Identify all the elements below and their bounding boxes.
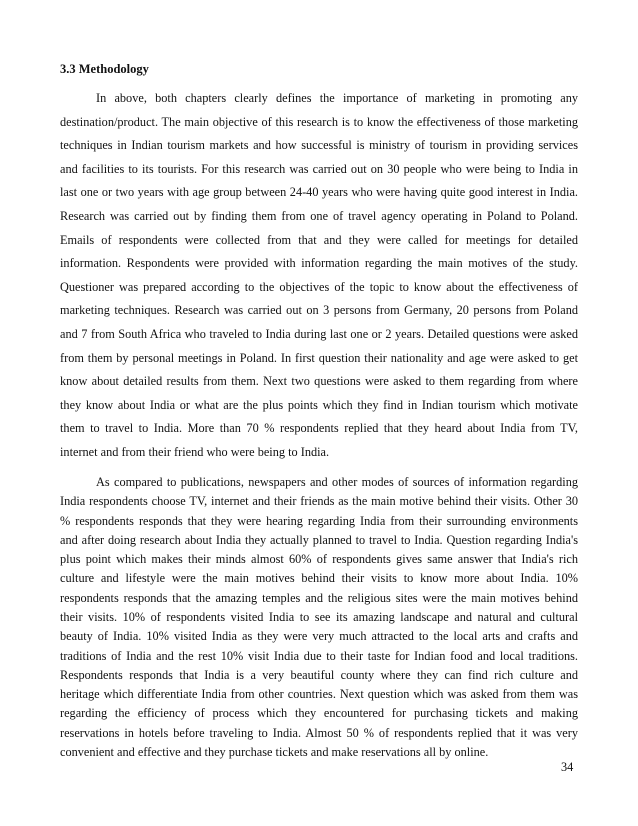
paragraph-line: beauty of India. 10% visited India as they were very much attracted to the local arts and crafts and bbox=[60, 629, 578, 644]
paragraph-line: traditions of India and the rest 10% visit India due to their taste for Indian food and local traditions. bbox=[60, 648, 578, 663]
paragraph-line: and after doing research about India they actually planned to travel to India. Question regarding India's bbox=[60, 532, 578, 547]
paragraph-line: and 7 from South Africa who traveled to India during last one or 2 years. Detailed questions were asked bbox=[60, 327, 578, 341]
paragraph-line: destination/product. The main objective of this research is to know the effectiveness of those marketing bbox=[60, 114, 578, 129]
paragraph-line: techniques in Indian tourism markets and how successful is ministry of tourism in providing services bbox=[60, 138, 578, 153]
section-heading: 3.3 Methodology bbox=[60, 62, 149, 76]
page-number: 34 bbox=[561, 760, 574, 774]
paragraph-line: Research was carried out by finding them from one of travel agency operating in Poland to Poland. bbox=[60, 209, 578, 223]
paragraph-line: As compared to publications, newspapers and other modes of sources of information regarding bbox=[96, 475, 578, 489]
paragraph-line: marketing techniques. Research was carried out on 3 persons from Germany, 20 persons from Poland bbox=[60, 303, 578, 318]
paragraph-line: reservations in hotels before traveling to India. Almost 50 % of respondents replied that it was very bbox=[60, 725, 578, 740]
paragraph-line: Questioner was prepared according to the objectives of the topic to know about the effectiveness of bbox=[60, 279, 578, 294]
paragraph-line: India respondents choose TV, internet and their friends as the main motive behind their visits. Other 30 bbox=[60, 494, 578, 509]
paragraph-line: they know about India or what are the plus points which they find in Indian tourism which motivate bbox=[60, 397, 578, 412]
paragraph-line: last one or two years with age group between 24-40 years who were having quite good interest in India. bbox=[60, 185, 578, 200]
paragraph-line: know about detailed results from them. Next two questions were asked to them regarding from where bbox=[60, 374, 578, 389]
paragraph-line: culture and lifestyle were the main motives behind their visits to know more about India. 10% bbox=[60, 571, 578, 586]
paragraph-line: and facilities to its tourists. For this research was carried out on 30 people who were being to India in bbox=[60, 161, 578, 176]
paragraph-line: % respondents responds that they were hearing regarding India from their surrounding environments bbox=[60, 513, 578, 528]
paragraph-line: plus point which makes their minds almost 60% of respondents gives same answer that India's rich bbox=[60, 552, 578, 567]
paragraph-line: Emails of respondents were collected from that and they were called for meetings for detailed bbox=[60, 232, 578, 247]
paragraph-line: them to travel to India. More than 70 % respondents replied that they heard about India from TV, bbox=[60, 421, 578, 436]
paragraph-line: Respondents responds that India is a very beautiful county where they can find rich culture and bbox=[60, 667, 578, 682]
paragraph-line: respondents responds that the amazing temples and the religious sites were the main motives behind bbox=[60, 590, 578, 605]
paragraph-line: heritage which differentiate India from other countries. Next question which was asked from them was bbox=[60, 687, 578, 702]
paragraph-line: from them by personal meetings in Poland. In first question their nationality and age were asked to get bbox=[60, 350, 578, 365]
paragraph-line: their visits. 10% of respondents visited India to see its amazing landscape and natural and cultural bbox=[60, 610, 578, 624]
paragraph-line: regarding the efficiency of process which they encountered for purchasing tickets and making bbox=[60, 706, 578, 721]
paragraph-line: convenient and effective and they purchase tickets and make reservations all by online. bbox=[60, 745, 489, 759]
paragraph-line: In above, both chapters clearly defines the importance of marketing in promoting any bbox=[96, 91, 578, 105]
paragraph-line: information. Respondents were provided with information regarding the main motives of the study. bbox=[60, 256, 578, 271]
paragraph-line: internet and from their friend who were being to India. bbox=[60, 445, 330, 459]
